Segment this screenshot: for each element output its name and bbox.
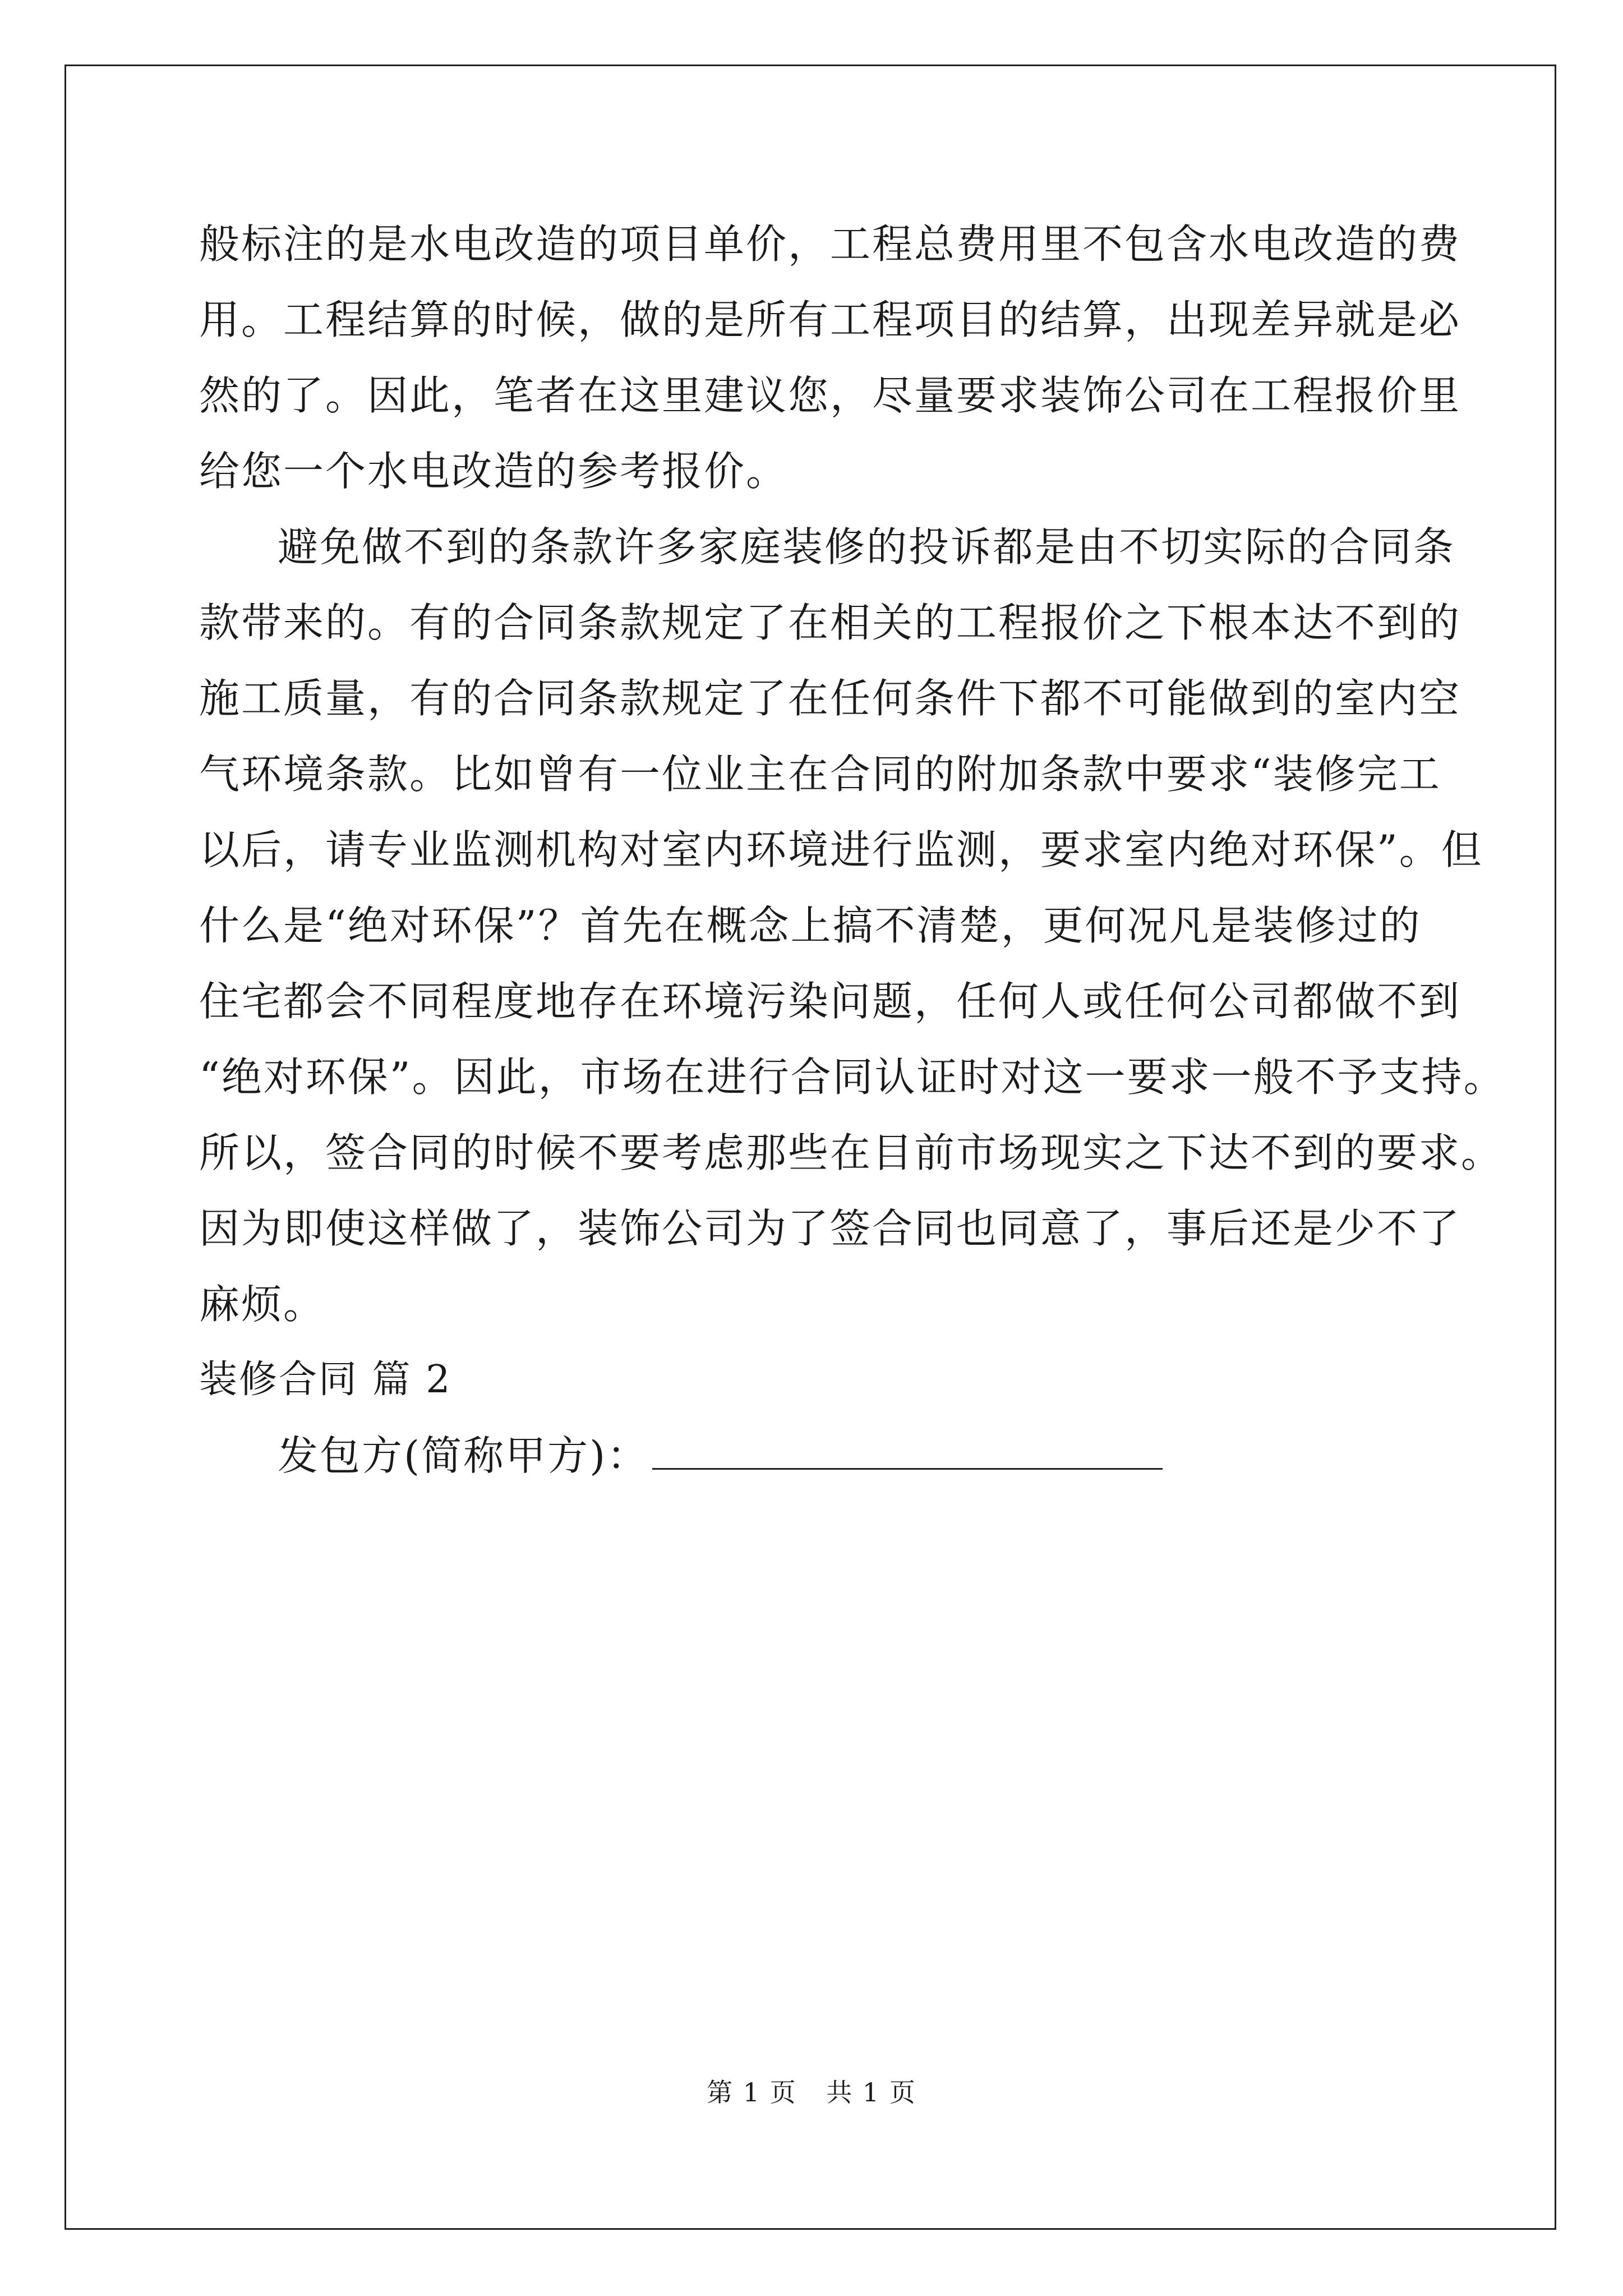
paragraph1-line-4: 给您一个水电改造的参考报价。 bbox=[199, 448, 789, 495]
section-heading: 装修合同 篇 2 bbox=[199, 1358, 452, 1402]
paragraph2-line-6: 什么是“绝对环保”？首先在概念上搞不清楚，更何况凡是装修过的 bbox=[199, 902, 1422, 949]
paragraph1-line-2: 用。工程结算的时候，做的是所有工程项目的结算，出现差异就是必 bbox=[199, 296, 1461, 343]
paragraph2-line-1: 避免做不到的条款许多家庭装修的投诉都是由不切实际的合同条 bbox=[278, 523, 1456, 570]
paragraph2-line-9: 所以，签合同的时候不要考虑那些在目前市场现实之下达不到的要求。 bbox=[199, 1129, 1504, 1176]
page-total: 共 1 页 bbox=[826, 2077, 916, 2108]
paragraph2-line-3: 施工质量，有的合同条款规定了在任何条件下都不可能做到的室内空 bbox=[199, 675, 1461, 722]
paragraph1-line-3: 然的了。因此，笔者在这里建议您，尽量要求装饰公司在工程报价里 bbox=[199, 372, 1461, 419]
party-a-blank bbox=[652, 1434, 1163, 1470]
paragraph2-line-11: 麻烦。 bbox=[199, 1281, 326, 1328]
page-number: 第 1 页 bbox=[707, 2077, 797, 2108]
paragraph1-line-1: 般标注的是水电改造的项目单价，工程总费用里不包含水电改造的费 bbox=[199, 220, 1461, 268]
paragraph2-line-2: 款带来的。有的合同条款规定了在相关的工程报价之下根本达不到的 bbox=[199, 599, 1461, 646]
paragraph2-line-10: 因为即使这样做了，装饰公司为了签合同也同意了，事后还是少不了 bbox=[199, 1205, 1461, 1252]
paragraph2-line-5: 以后，请专业监测机构对室内环境进行监测，要求室内绝对环保”。但 bbox=[199, 826, 1483, 873]
page-footer bbox=[0, 2076, 1623, 2109]
paragraph2-line-7: 住宅都会不同程度地存在环境污染问题，任何人或任何公司都做不到 bbox=[199, 978, 1461, 1025]
paragraph2-line-8: “绝对环保”。因此，市场在进行合同认证时对这一要求一般不予支持。 bbox=[199, 1053, 1506, 1101]
party-a-label: 发包方(简称甲方)： bbox=[278, 1432, 649, 1479]
paragraph2-line-4: 气环境条款。比如曾有一位业主在合同的附加条款中要求“装修完工 bbox=[199, 751, 1441, 798]
party-a-field bbox=[278, 1428, 1163, 1484]
